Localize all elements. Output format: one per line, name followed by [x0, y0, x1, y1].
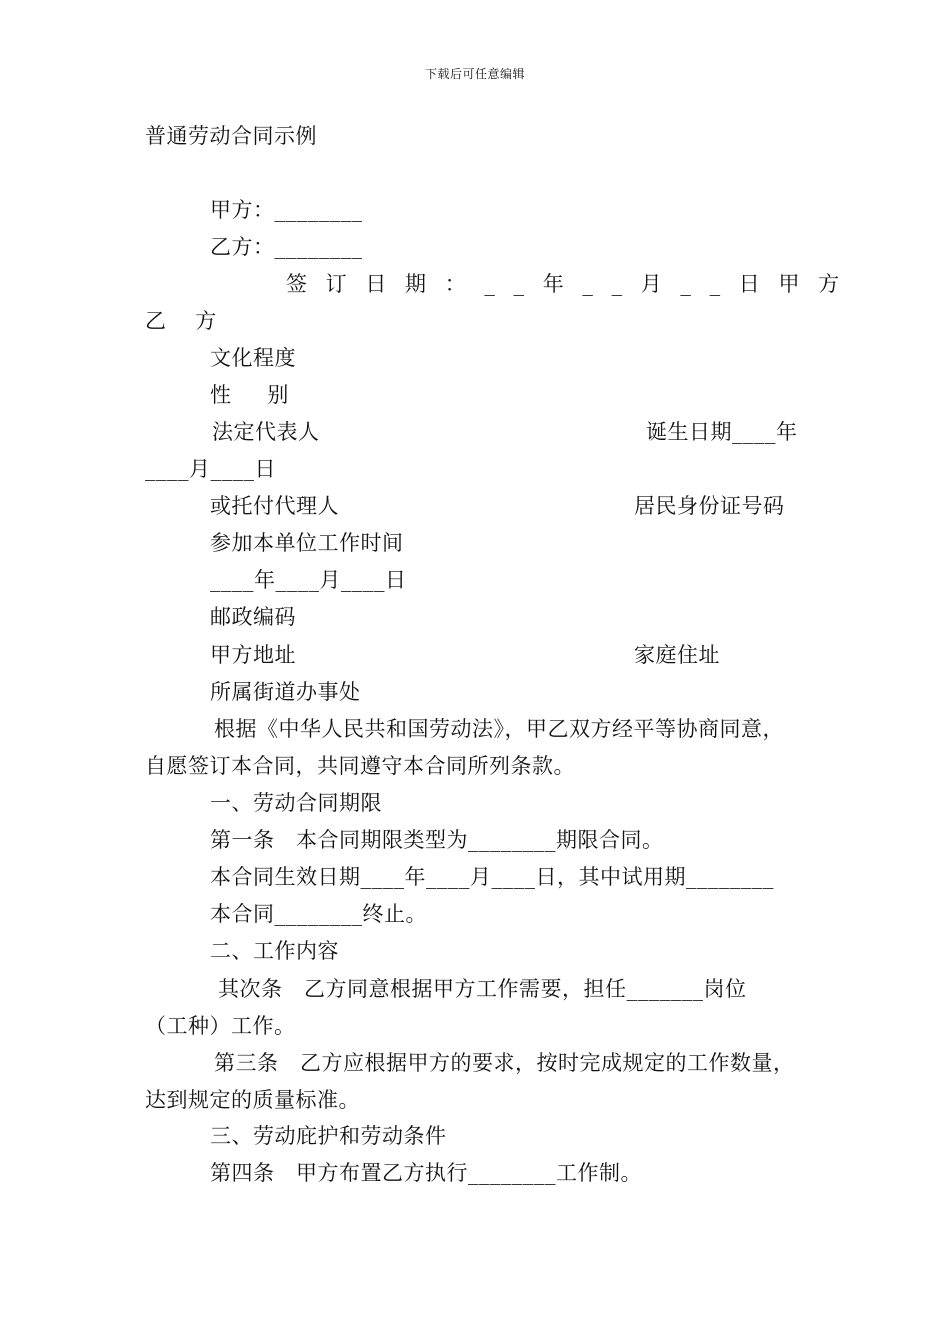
join-date-line: ____年____月____日: [210, 568, 407, 592]
birth-date-label: 诞生日期____年: [646, 420, 798, 444]
education-label: 文化程度: [210, 346, 296, 370]
party-b-label: 乙 方: [145, 309, 217, 333]
birth-date-continued: ____月____日: [145, 457, 276, 481]
article-4-line: 第四条 甲方布置乙方执行________工作制。: [210, 1161, 643, 1185]
party-b-line: 乙方：________: [210, 235, 363, 259]
intro-paragraph-line-1: 根据《中华人民共和国劳动法》，甲乙双方经平等协商同意，: [214, 717, 784, 741]
article-3-line-1: 第三条 乙方应根据甲方的要求，按时完成规定的工作数量，: [214, 1051, 795, 1075]
agent-label: 或托付代理人: [210, 494, 339, 518]
document-title: 普通劳动合同示例: [145, 124, 317, 148]
section-1-heading: 一、劳动合同期限: [210, 791, 382, 815]
article-2-line-2: （工种）工作。: [145, 1014, 296, 1038]
intro-paragraph-line-2: 自愿签订本合同，共同遵守本合同所列条款。: [145, 754, 575, 778]
id-number-label: 居民身份证号码: [634, 494, 785, 518]
legal-rep-label: 法定代表人: [212, 420, 320, 444]
party-a-line: 甲方：________: [210, 198, 363, 222]
section-3-heading: 三、劳动庇护和劳动条件: [210, 1124, 447, 1148]
section-2-heading: 二、工作内容: [210, 939, 339, 963]
gender-label: 性 别: [210, 383, 289, 407]
article-1-termination: 本合同________终止。: [210, 902, 427, 926]
article-1-line: 第一条 本合同期限类型为________期限合同。: [210, 828, 664, 852]
party-a-address-label: 甲方地址: [210, 643, 296, 667]
home-address-label: 家庭住址: [634, 643, 720, 667]
sign-date-line: 签 订 日 期 ： _ _ 年 _ _ 月 _ _ 日 甲 方: [286, 272, 846, 296]
street-office-label: 所属街道办事处: [210, 680, 361, 704]
article-1-effective-date: 本合同生效日期____年____月____日，其中试用期________: [210, 865, 774, 889]
article-2-line-1: 其次条 乙方同意根据甲方工作需要，担任_______岗位: [218, 977, 747, 1001]
article-3-line-2: 达到规定的质量标准。: [145, 1088, 360, 1112]
page-header: 下载后可任意编辑: [425, 67, 526, 81]
join-time-label: 参加本单位工作时间: [210, 531, 404, 555]
postal-code-label: 邮政编码: [210, 605, 296, 629]
